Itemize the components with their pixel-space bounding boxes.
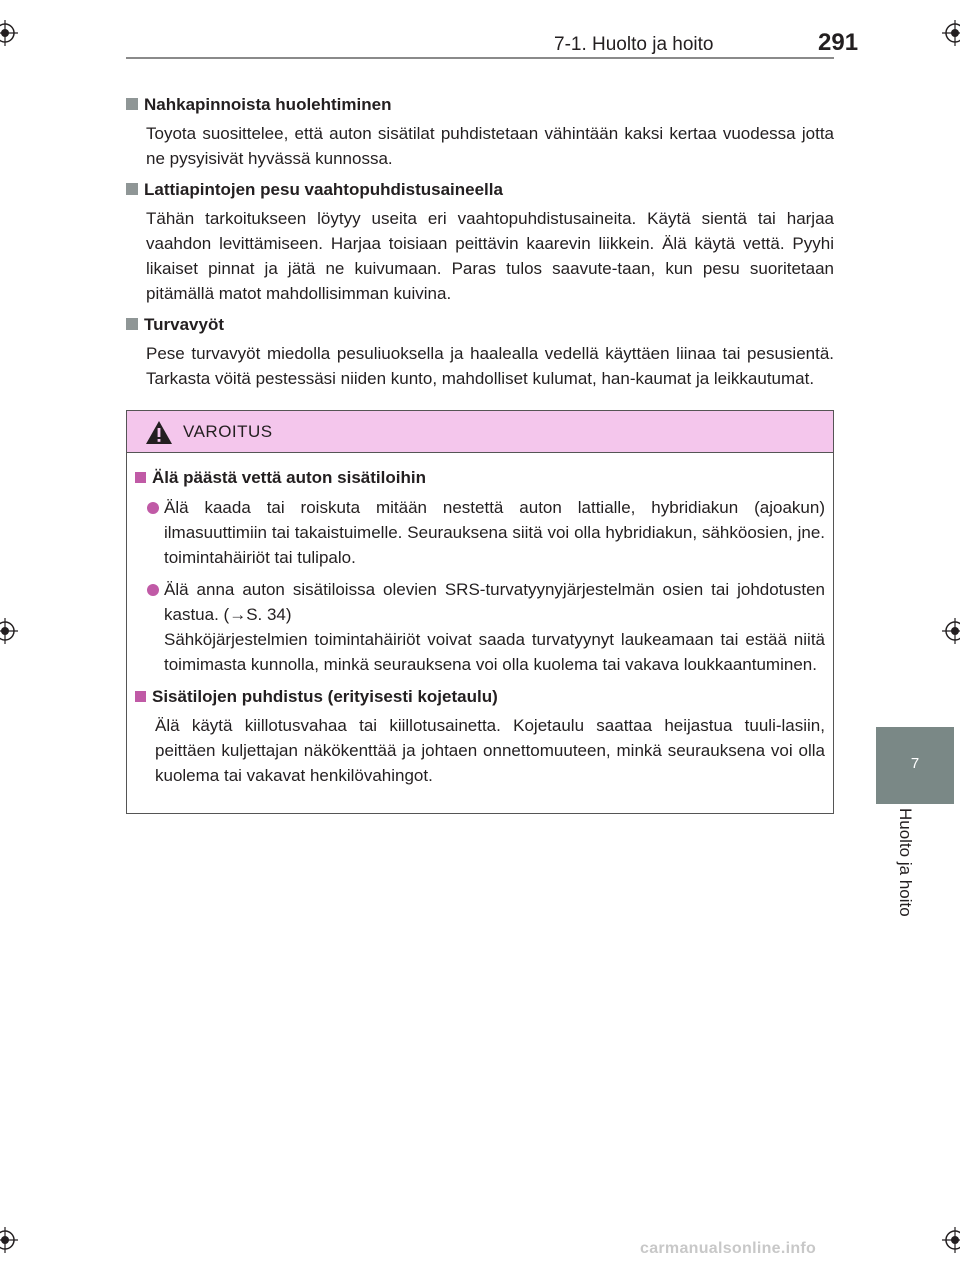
warning-bullet	[135, 577, 825, 677]
registration-mark-icon	[942, 1227, 960, 1253]
registration-mark-icon	[942, 20, 960, 46]
chapter-label: Huolto ja hoito	[896, 808, 915, 917]
warning-square-icon	[135, 691, 146, 702]
section-square-icon	[126, 318, 138, 330]
main-content	[126, 92, 834, 397]
warning-section-title: Sisätilojen puhdistus (erityisesti kojetaulu)	[152, 687, 498, 706]
warning-square-icon	[135, 472, 146, 483]
bullet-text: Sähköjärjestelmien toimintahäiriöt voivat saada turvatyynyt laukeamaan tai estää niitä toimimasta kunnolla, minkä seurauksena voi olla kuolema tai vakava loukkaantuminen.	[164, 630, 825, 674]
warning-triangle-icon	[145, 420, 173, 445]
warning-bullet	[135, 495, 825, 570]
section-title: Turvavyöt	[144, 315, 224, 334]
warning-body	[127, 453, 833, 788]
registration-mark-icon	[0, 1227, 18, 1253]
section-text: Pese turvavyöt miedolla pesuliuoksella ja haalealla vedellä käyttäen liinaa tai pesusientä. Tarkasta vöitä pestessäsi niiden kunto, mahdolliset kulumat, han-kaumat ja leikkautumat.	[146, 344, 834, 388]
bullet-text: Älä anna auton sisätiloissa olevien SRS-turvatyynyjärjestelmän osien tai johdotusten kastua. (→S. 34)	[164, 580, 825, 624]
section-leather	[126, 92, 834, 171]
warning-section-title: Älä päästä vettä auton sisätiloihin	[152, 468, 426, 487]
warning-header	[127, 411, 833, 453]
section-seatbelts	[126, 312, 834, 391]
section-header: 7-1. Huolto ja hoito	[554, 34, 714, 55]
chapter-number: 7	[910, 755, 920, 772]
page-number: 291	[818, 29, 859, 56]
section-square-icon	[126, 98, 138, 110]
warning-box	[126, 410, 834, 814]
warning-section-text: Älä käytä kiillotusvahaa tai kiillotusainetta. Kojetaulu saattaa heijastua tuuli-lasiin, peittäen kuljettajan näkökenttää ja johtaen onnettomuuteen, minkä seurauksena voi olla kuolema tai vakavat henkilövahingot.	[155, 716, 825, 785]
section-title: Nahkapinnoista huolehtiminen	[144, 95, 392, 114]
chapter-tab	[876, 727, 954, 804]
section-text: Tähän tarkoitukseen löytyy useita eri vaahtopuhdistusaineita. Käytä sientä tai harjaa vaahdon levittämiseen. Harjaa toisiaan peittävin kaarevin liikkein. Älä käytä vettä. Pyyhi likaiset pinnat ja jätä ne kuivumaan. Paras tulos saavute-taan, kun pesu suoritetaan pitämällä matot mahdollisimman kuivina.	[146, 209, 834, 303]
footer-watermark: carmanualsonline.info	[640, 1240, 817, 1257]
section-title: Lattiapintojen pesu vaahtopuhdistusaineella	[144, 180, 503, 199]
bullet-text: Älä kaada tai roiskuta mitään nestettä auton lattialle, hybridiakun (ajoakun) ilmasuuttimiin tai takaistuimelle. Seurauksena siitä voi olla hybridiakun, sähköosien, jne. toimintahäiriöt tai tulipalo.	[164, 498, 825, 567]
registration-mark-icon	[942, 618, 960, 644]
section-square-icon	[126, 183, 138, 195]
registration-mark-icon	[0, 618, 18, 644]
header-divider	[126, 57, 834, 59]
bullet-dot-icon	[147, 584, 159, 596]
bullet-dot-icon	[147, 502, 159, 514]
section-text: Toyota suosittelee, että auton sisätilat puhdistetaan vähintään kaksi kertaa vuodessa jotta ne pysyisivät hyvässä kunnossa.	[146, 124, 834, 168]
warning-title: VAROITUS	[183, 422, 273, 441]
registration-mark-icon	[0, 20, 18, 46]
section-floor	[126, 177, 834, 306]
